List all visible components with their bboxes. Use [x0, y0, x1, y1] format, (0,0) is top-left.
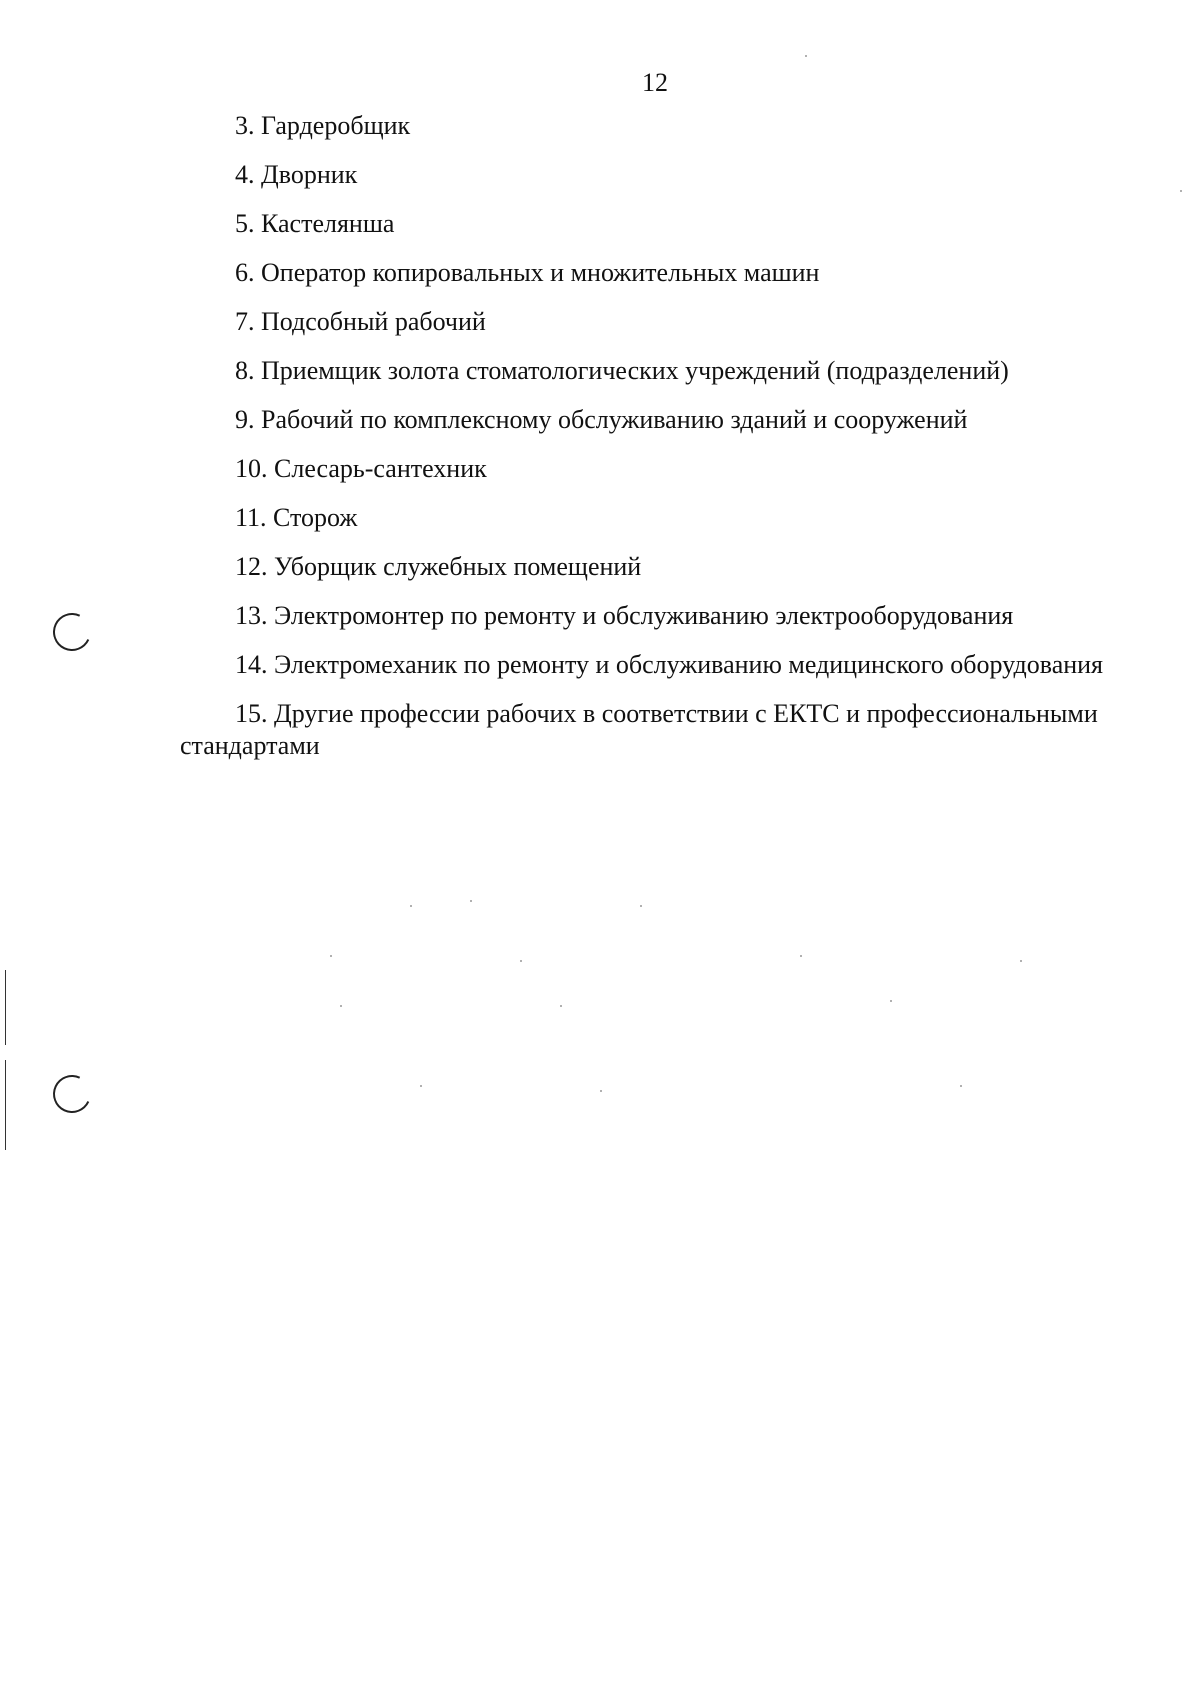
list-item: 15. Другие профессии рабочих в соответствии с ЕКТС и профессиональными стандартами — [180, 699, 1098, 760]
list-item: 11. Сторож — [235, 503, 358, 532]
punch-hole-mark — [48, 1070, 97, 1119]
list-item: 4. Дворник — [235, 160, 358, 189]
list-item: 3. Гардеробщик — [235, 111, 411, 140]
list-item: 5. Кастелянша — [235, 209, 395, 238]
scan-speck — [520, 960, 522, 962]
scan-edge-line — [5, 970, 6, 1045]
list-item: 10. Слесарь-сантехник — [235, 454, 487, 483]
scan-speck — [560, 1005, 562, 1007]
list-item: 9. Рабочий по комплексному обслуживанию зданий и сооружений — [235, 405, 968, 434]
scan-speck — [805, 55, 807, 57]
punch-hole-mark — [48, 608, 97, 657]
scan-edge-line — [5, 1060, 6, 1150]
scan-speck — [600, 1090, 602, 1092]
list-item: 12. Уборщик служебных помещений — [235, 552, 642, 581]
scan-speck — [470, 900, 472, 902]
profession-list — [180, 110, 1140, 779]
scan-speck — [640, 905, 642, 907]
scan-speck — [890, 1000, 892, 1002]
page-number: 12 — [642, 68, 668, 97]
scan-speck — [800, 955, 802, 957]
scan-speck — [410, 905, 412, 907]
scan-speck — [420, 1085, 422, 1087]
list-item: 7. Подсобный рабочий — [235, 307, 486, 336]
list-item: 13. Электромонтер по ремонту и обслуживанию электрооборудования — [235, 601, 1014, 630]
list-item: 8. Приемщик золота стоматологических учреждений (подразделений) — [235, 356, 1009, 385]
scan-speck — [330, 955, 332, 957]
scan-speck — [1180, 190, 1182, 192]
scan-speck — [340, 1005, 342, 1007]
scan-speck — [1020, 960, 1022, 962]
list-item: 14. Электромеханик по ремонту и обслуживанию медицинского оборудования — [235, 650, 1104, 679]
list-item: 6. Оператор копировальных и множительных машин — [235, 258, 820, 287]
scan-speck — [960, 1085, 962, 1087]
